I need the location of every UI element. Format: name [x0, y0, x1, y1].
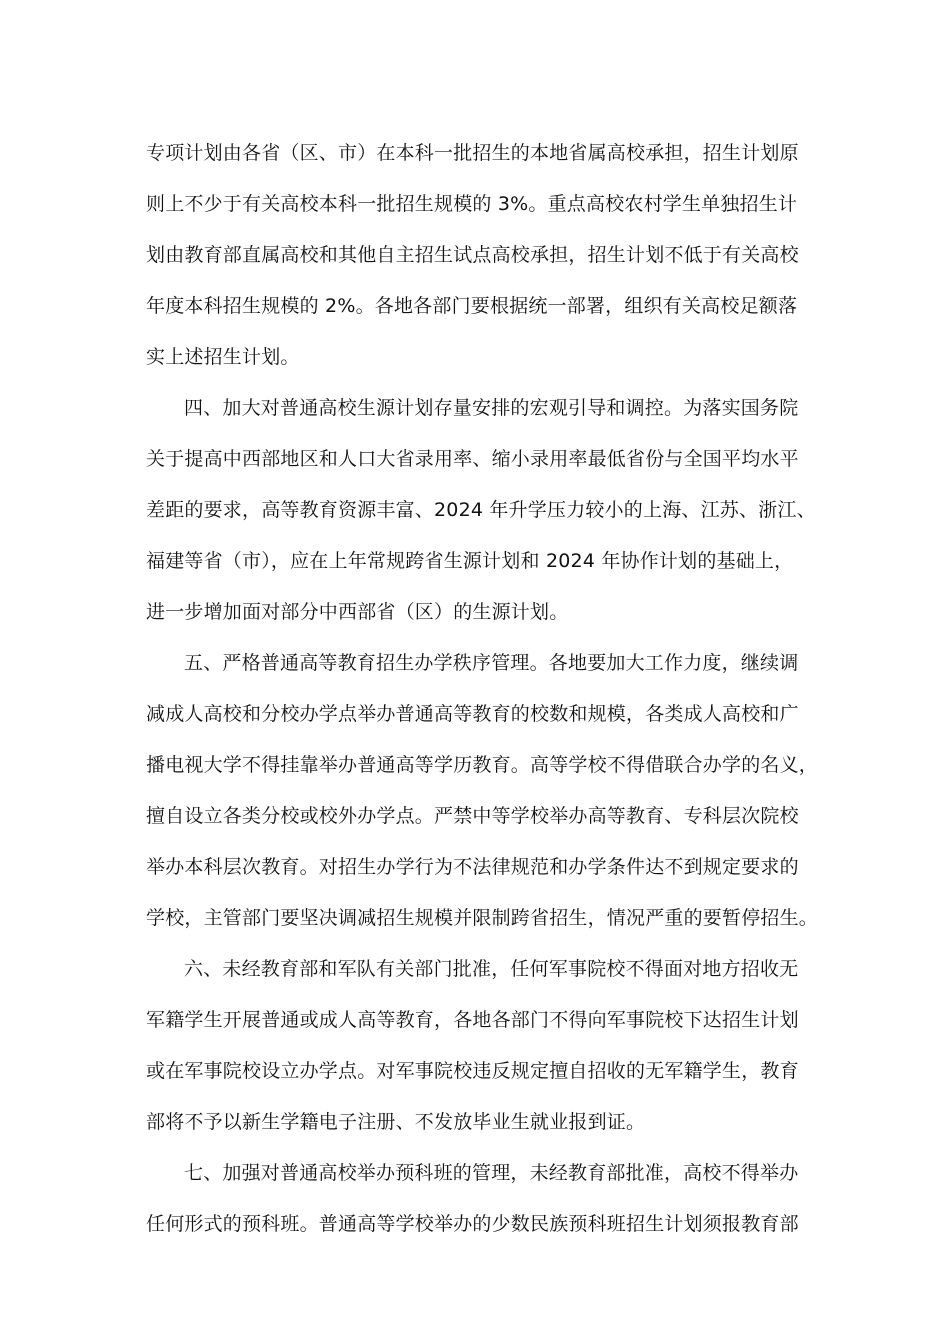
text-line: 关于提高中西部地区和人口大省录用率、缩小录用率最低省份与全国平均水平: [146, 448, 799, 470]
text-line: 或在军事院校设立办学点。对军事院校违反规定擅自招收的无军籍学生，教育: [146, 1060, 799, 1082]
text-line: 学校，主管部门要坚决调减招生规模并限制跨省招生，情况严重的要暂停招生。: [146, 907, 819, 929]
text-line: 四、加大对普通高校生源计划存量安排的宏观引导和调控。为落实国务院: [184, 397, 799, 419]
text-line: 则上不少于有关高校本科一批招生规模的 3%。重点高校农村学生单独招生计: [146, 193, 798, 215]
text-line: 擅自设立各类分校或校外办学点。严禁中等学校举办高等教育、专科层次院校: [146, 805, 799, 827]
text-line: 减成人高校和分校办学点举办普通高等教育的校数和规模，各类成人高校和广: [146, 703, 799, 725]
paragraph-section-four: [146, 383, 816, 638]
text-line: 专项计划由各省（区、市）在本科一批招生的本地省属高校承担，招生计划原: [146, 142, 799, 164]
text-line: 部将不予以新生学籍电子注册、不发放毕业生就业报到证。: [146, 1111, 646, 1133]
text-line: 六、未经教育部和军队有关部门批准，任何军事院校不得面对地方招收无: [184, 958, 799, 980]
text-line: 划由教育部直属高校和其他自主招生试点高校承担，招生计划不低于有关高校: [146, 244, 799, 266]
paragraph-special-plan: [146, 128, 806, 383]
text-line: 任何形式的预科班。普通高等学校举办的少数民族预科班招生计划须报教育部: [146, 1213, 799, 1235]
document-body: [146, 128, 819, 1250]
text-line: 举办本科层次教育。对招生办学行为不法律规范和办学条件达不到规定要求的: [146, 856, 799, 878]
paragraph-section-five: [146, 638, 819, 944]
text-line: 进一步增加面对部分中西部省（区）的生源计划。: [146, 601, 569, 623]
text-line: 差距的要求，高等教育资源丰富、2024 年升学压力较小的上海、江苏、浙江、: [146, 499, 816, 521]
text-line: 五、严格普通高等教育招生办学秩序管理。各地要加大工作力度，继续调: [184, 652, 799, 674]
text-line: 播电视大学不得挂靠举办普通高等学历教育。高等学校不得借联合办学的名义，: [146, 754, 819, 776]
text-line: 七、加强对普通高校举办预科班的管理，未经教育部批准，高校不得举办: [184, 1162, 799, 1184]
text-line: 军籍学生开展普通或成人高等教育，各地各部门不得向军事院校下达招生计划: [146, 1009, 799, 1031]
text-line: 年度本科招生规模的 2%。各地各部门要根据统一部署，组织有关高校足额落: [146, 295, 798, 317]
text-line: 福建等省（市），应在上年常规跨省生源计划和 2024 年协作计划的基础上，: [146, 550, 794, 572]
paragraph-section-seven: [146, 1148, 806, 1250]
paragraph-section-six: [146, 944, 806, 1148]
text-line: 实上述招生计划。: [146, 346, 300, 368]
